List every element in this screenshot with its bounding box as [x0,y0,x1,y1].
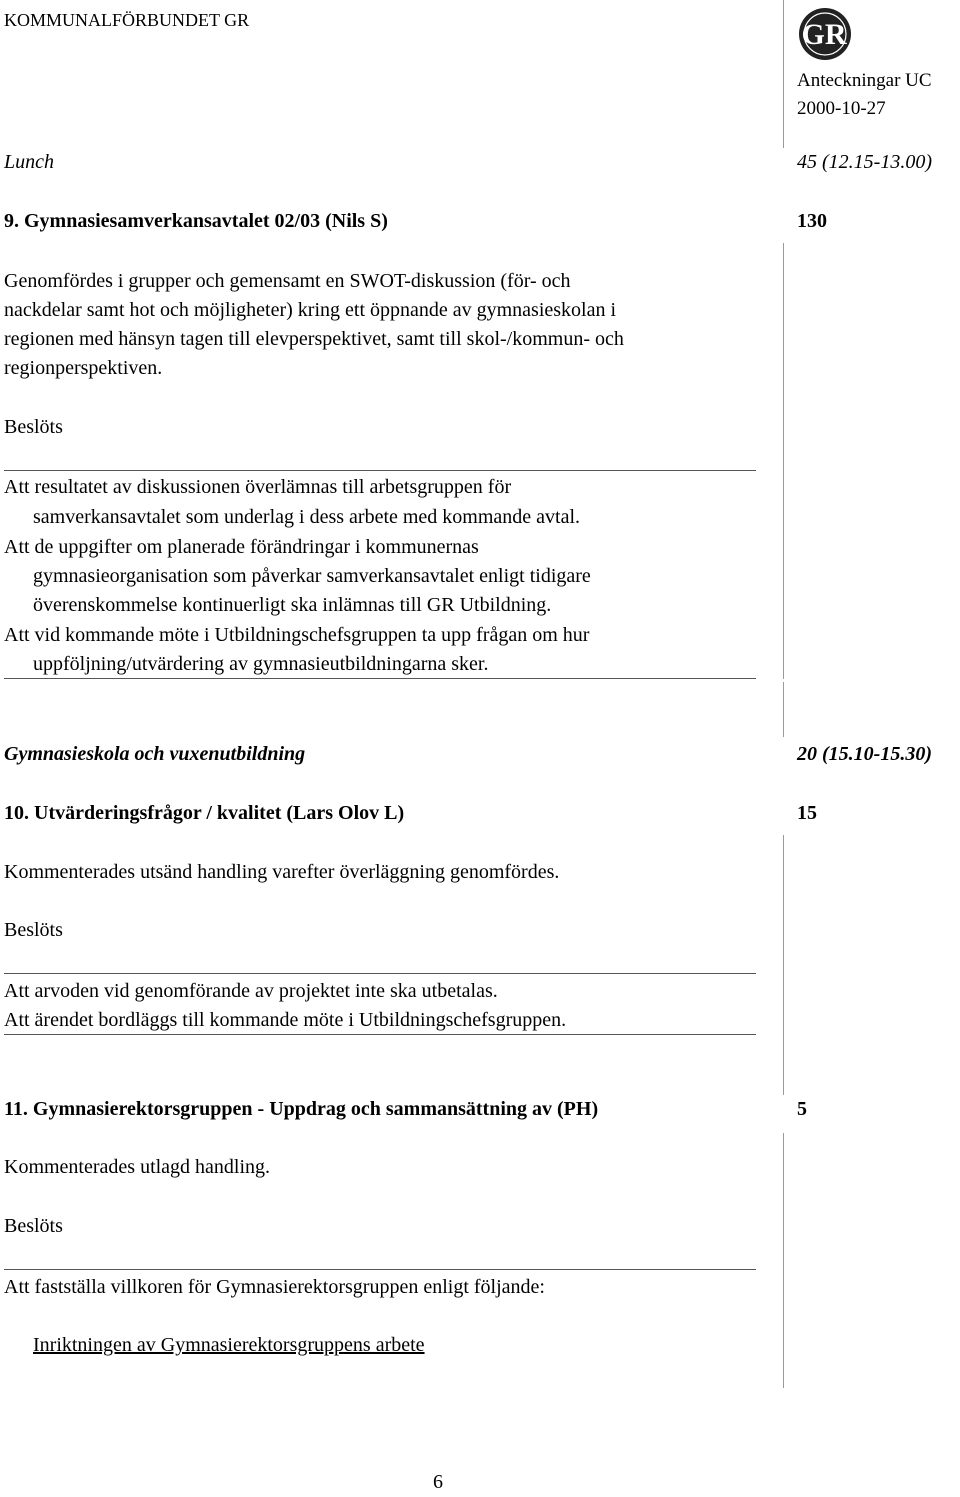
item-10-decided-label: Beslöts [4,919,63,941]
column-divider [783,682,784,737]
item-11-subheading: Inriktningen av Gymnasierektorsgruppens arbete [33,1334,425,1356]
section-time: 20 (15.10-15.30) [797,743,932,765]
item-10-decision-line: Att arvoden vid genomförande av projektet inte ska utbetalas. [4,980,498,1002]
item-9-decision-line: samverkansavtalet som underlag i dess arbete med kommande avtal. [33,506,581,528]
column-divider [783,1035,784,1095]
page-number: 6 [433,1471,443,1493]
decision-rule-bottom [4,678,756,679]
item-9-decision-line: Att vid kommande möte i Utbildningschefsgruppen ta upp frågan om hur [4,624,590,646]
decision-rule-top [4,1269,756,1270]
item-10-body: Kommenterades utsänd handling varefter överläggning genomfördes. [4,861,560,883]
item-9-decision-line: Att resultatet av diskussionen överlämnas till arbetsgruppen för [4,476,512,498]
item-9-decision-line: gymnasieorganisation som påverkar samverkansavtalet enligt tidigare [33,565,591,587]
item-9-decision-line: överenskommelse kontinuerligt ska inlämnas till GR Utbildning. [33,594,552,616]
item-9-number: 130 [797,210,827,232]
column-divider [783,470,784,679]
column-divider [783,243,784,473]
column-divider [783,835,784,975]
item-10-decision-line: Att ärendet bordläggs till kommande möte i Utbildningschefsgruppen. [4,1009,567,1031]
logo-text: GR [801,18,847,51]
item-11-number: 5 [797,1098,807,1120]
lunch-label: Lunch [4,151,54,173]
item-11-title: 11. Gymnasierektorsgruppen - Uppdrag och sammansättning av (PH) [4,1098,599,1120]
column-divider [783,1133,784,1388]
document-date: 2000-10-27 [797,98,886,119]
item-9-decision-line: uppföljning/utvärdering av gymnasieutbildningarna sker. [33,653,489,675]
decision-rule-top [4,470,756,471]
decision-rule-top [4,973,756,974]
item-11-body: Kommenterades utlagd handling. [4,1156,271,1178]
item-10-number: 15 [797,802,817,824]
item-9-body-line: nackdelar samt hot och möjligheter) kring ett öppnande av gymnasieskolan i [4,299,617,321]
section-title: Gymnasieskola och vuxenutbildning [4,743,306,765]
item-9-body-line: Genomfördes i grupper och gemensamt en SWOT-diskussion (för- och [4,270,571,292]
document-type: Anteckningar UC [797,70,932,91]
item-11-decision: Att fastställa villkoren för Gymnasierektorsgruppen enligt följande: [4,1276,545,1298]
gr-logo-icon [797,6,859,62]
column-divider [783,975,784,1035]
item-9-body-line: regionperspektiven. [4,357,163,379]
decision-rule-bottom [4,1034,756,1035]
item-9-decision-line: Att de uppgifter om planerade förändringar i kommunernas [4,536,479,558]
lunch-time: 45 (12.15-13.00) [797,151,932,173]
item-9-body-line: regionen med hänsyn tagen till elevperspektivet, samt till skol-/kommun- och [4,328,624,350]
item-9-decided-label: Beslöts [4,416,63,438]
column-divider [783,0,784,148]
item-9-title: 9. Gymnasiesamverkansavtalet 02/03 (Nils S) [4,210,388,232]
item-11-decided-label: Beslöts [4,1215,63,1237]
item-10-title: 10. Utvärderingsfrågor / kvalitet (Lars Olov L) [4,802,405,824]
org-name: KOMMUNALFÖRBUNDET GR [4,10,250,30]
